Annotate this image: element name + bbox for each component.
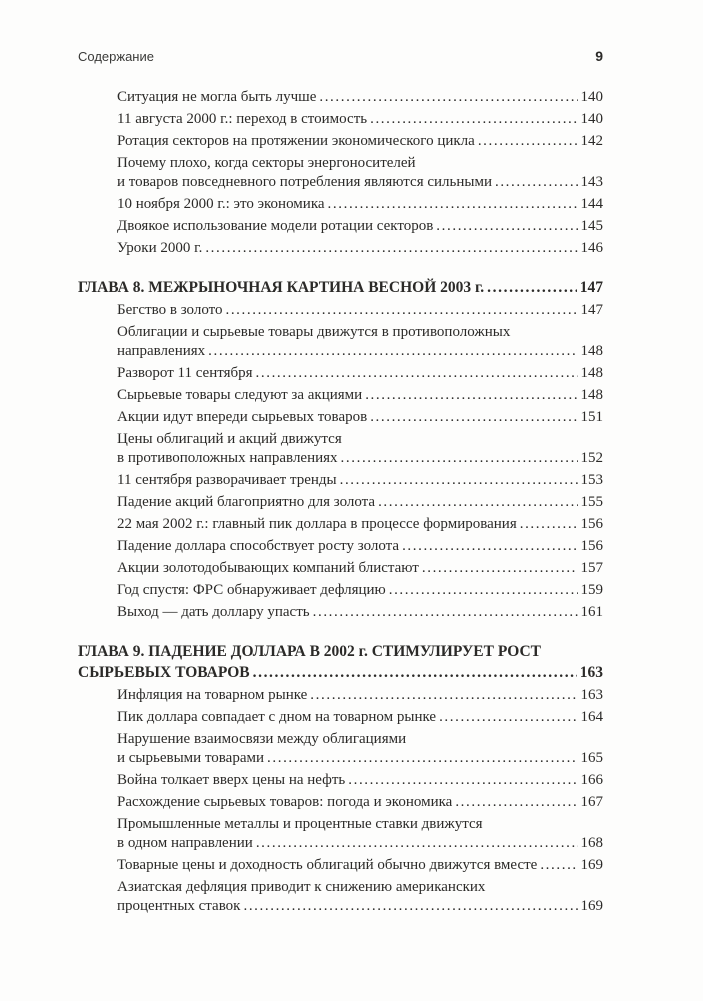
dotted-leader	[341, 449, 578, 468]
toc-entry	[78, 493, 603, 512]
toc-entry	[78, 793, 603, 812]
toc-entry-text: Нарушение взаимосвязи между облигациями	[117, 731, 407, 747]
dotted-leader	[495, 173, 578, 192]
toc-line	[117, 537, 603, 556]
toc-line	[117, 559, 603, 578]
toc-entry-text: Разворот 11 сентября	[117, 365, 253, 381]
dotted-leader	[455, 793, 577, 812]
toc-entry-text: 10 ноября 2000 г.: это экономика	[117, 196, 325, 212]
toc-line	[117, 771, 603, 790]
toc-entry	[78, 110, 603, 129]
toc-line	[117, 878, 603, 897]
dotted-leader	[310, 686, 577, 705]
toc-line	[117, 430, 603, 449]
toc-entry-page-number: 144	[580, 196, 603, 212]
toc-line	[117, 217, 603, 236]
dotted-leader	[348, 771, 577, 790]
dotted-leader	[205, 239, 577, 258]
toc-entry-text: в противоположных направлениях	[117, 450, 338, 466]
toc-entry-page-number: 140	[580, 89, 603, 105]
toc-entry-page-number: 142	[580, 133, 603, 149]
toc-entry	[78, 154, 603, 192]
dotted-leader	[478, 132, 578, 151]
toc-entry	[78, 408, 603, 427]
toc-entry-page-number: 152	[580, 450, 603, 466]
toc-line	[117, 603, 603, 622]
dotted-leader	[389, 581, 578, 600]
toc-entry-text: направлениях	[117, 343, 206, 359]
toc-entry-text: Промышленные металлы и процентные ставки движутся	[117, 816, 483, 832]
toc-entry	[78, 430, 603, 468]
toc-entry	[78, 730, 603, 768]
toc-entry	[78, 301, 603, 320]
running-header	[78, 48, 603, 64]
toc-entry-page-number: 169	[580, 898, 603, 914]
dotted-leader	[520, 515, 578, 534]
toc-entry-text: Ротация секторов на протяжении экономического цикла	[117, 133, 475, 149]
toc-chapter-heading	[78, 641, 603, 683]
toc-entry	[78, 686, 603, 705]
toc-entry	[78, 515, 603, 534]
toc-entry-page-number: 165	[580, 750, 603, 766]
toc-entry	[78, 323, 603, 361]
toc-line	[117, 301, 603, 320]
toc-entry-page-number: 145	[580, 218, 603, 234]
toc-entry-text: 22 мая 2002 г.: главный пик доллара в процессе формирования	[117, 516, 517, 532]
toc-entry-text: Товарные цены и доходность облигаций обычно движутся вместе	[117, 857, 538, 873]
toc-entry	[78, 559, 603, 578]
toc-line	[117, 686, 603, 705]
toc-entry	[78, 364, 603, 383]
toc-entry-text: Облигации и сырьевые товары движутся в противоположных	[117, 324, 511, 340]
toc-entry-text: Акции идут впереди сырьевых товаров	[117, 409, 368, 425]
dotted-leader	[340, 471, 578, 490]
dotted-leader	[319, 88, 577, 107]
toc-line	[117, 195, 603, 214]
toc-entry-text: 11 сентября разворачивает тренды	[117, 472, 337, 488]
toc-entry-page-number: 156	[580, 538, 603, 554]
toc-entry	[78, 708, 603, 727]
toc-entry-text: 11 августа 2000 г.: переход в стоимость	[117, 111, 368, 127]
dotted-leader	[436, 217, 577, 236]
dotted-leader	[370, 408, 577, 427]
toc-entry-text: Год спустя: ФРС обнаруживает дефляцию	[117, 582, 386, 598]
dotted-leader	[402, 537, 577, 556]
toc-entry-page-number: 148	[580, 387, 603, 403]
toc-entry-page-number: 157	[580, 560, 603, 576]
toc-line	[117, 88, 603, 107]
toc-entry-text: ГЛАВА 8. МЕЖРЫНОЧНАЯ КАРТИНА ВЕСНОЙ 2003 г.	[78, 279, 485, 296]
toc-line	[78, 641, 603, 662]
toc-entry	[78, 878, 603, 916]
dotted-leader	[253, 662, 577, 683]
toc-entry	[78, 537, 603, 556]
dotted-leader	[256, 834, 578, 853]
toc-line	[117, 856, 603, 875]
toc-line	[117, 793, 603, 812]
toc-entry	[78, 195, 603, 214]
toc-entry	[78, 471, 603, 490]
toc-entry	[78, 603, 603, 622]
dotted-leader	[243, 897, 577, 916]
toc-line	[117, 408, 603, 427]
toc-line	[117, 364, 603, 383]
toc-entry-page-number: 146	[580, 240, 603, 256]
toc-line	[117, 515, 603, 534]
toc-entry	[78, 581, 603, 600]
toc-entry-page-number: 151	[580, 409, 603, 425]
toc-line	[117, 471, 603, 490]
toc-entry-text: СЫРЬЕВЫХ ТОВАРОВ	[78, 664, 250, 681]
toc-line	[78, 662, 603, 683]
toc-entry-text: Расхождение сырьевых товаров: погода и экономика	[117, 794, 453, 810]
toc-line	[117, 386, 603, 405]
dotted-leader	[439, 708, 577, 727]
dotted-leader	[365, 386, 577, 405]
toc-line	[117, 708, 603, 727]
toc-entry	[78, 386, 603, 405]
dotted-leader	[540, 856, 577, 875]
toc-entry-page-number: 169	[580, 857, 603, 873]
toc-entry	[78, 88, 603, 107]
toc-line	[117, 834, 603, 853]
toc-entry-page-number: 155	[580, 494, 603, 510]
dotted-leader	[422, 559, 578, 578]
toc-entry-text: процентных ставок	[117, 898, 241, 914]
toc-entry-page-number: 147	[579, 279, 603, 296]
toc-entry-text: Падение доллара способствует росту золота	[117, 538, 400, 554]
running-header-page-number: 9	[595, 48, 603, 64]
toc-entry-text: Выход — дать доллару упасть	[117, 604, 310, 620]
toc-line	[117, 154, 603, 173]
toc-entry-page-number: 140	[580, 111, 603, 127]
toc-line	[117, 815, 603, 834]
toc-entry-text: Сырьевые товары следуют за акциями	[117, 387, 363, 403]
toc-entry-page-number: 143	[580, 174, 603, 190]
toc-entry-text: и сырьевыми товарами	[117, 750, 265, 766]
toc-entry-text: Падение акций благоприятно для золота	[117, 494, 376, 510]
dotted-leader	[256, 364, 578, 383]
toc-line	[78, 277, 603, 298]
toc-entry	[78, 239, 603, 258]
toc-entry-text: Бегство в золото	[117, 302, 223, 318]
toc-line	[117, 730, 603, 749]
dotted-leader	[208, 342, 577, 361]
toc-line	[117, 581, 603, 600]
dotted-leader	[370, 110, 577, 129]
toc-entry-text: Пик доллара совпадает с дном на товарном рынке	[117, 709, 437, 725]
toc-line	[117, 897, 603, 916]
toc-entry-page-number: 159	[580, 582, 603, 598]
dotted-leader	[313, 603, 578, 622]
toc-entry-page-number: 163	[580, 687, 603, 703]
toc-entry-page-number: 167	[580, 794, 603, 810]
toc-line	[117, 749, 603, 768]
toc-entry-text: ГЛАВА 9. ПАДЕНИЕ ДОЛЛАРА В 2002 г. СТИМУЛИРУЕТ РОСТ	[78, 643, 542, 660]
toc-entry-text: Цены облигаций и акций движутся	[117, 431, 342, 447]
toc-line	[117, 449, 603, 468]
toc-line	[117, 132, 603, 151]
toc-entry	[78, 217, 603, 236]
toc-entry-page-number: 147	[580, 302, 603, 318]
toc-entry-text: Война толкает вверх цены на нефть	[117, 772, 346, 788]
toc-line	[117, 173, 603, 192]
toc-entry-text: Ситуация не могла быть лучше	[117, 89, 317, 105]
toc-line	[117, 493, 603, 512]
toc-line	[117, 239, 603, 258]
toc-entry-text: в одном направлении	[117, 835, 253, 851]
toc-entry-text: Инфляция на товарном рынке	[117, 687, 308, 703]
toc-entry	[78, 771, 603, 790]
toc-entry-text: и товаров повседневного потребления являются сильными	[117, 174, 492, 190]
toc-entry-text: Азиатская дефляция приводит к снижению американских	[117, 879, 486, 895]
toc-entry-text: Двоякое использование модели ротации секторов	[117, 218, 434, 234]
toc-entry-page-number: 166	[580, 772, 603, 788]
toc-line	[117, 110, 603, 129]
toc-entry-page-number: 168	[580, 835, 603, 851]
toc-line	[117, 342, 603, 361]
toc-entry-page-number: 161	[580, 604, 603, 620]
dotted-leader	[487, 277, 577, 298]
dotted-leader	[225, 301, 577, 320]
toc-entry-text: Уроки 2000 г.	[117, 240, 203, 256]
dotted-leader	[328, 195, 578, 214]
toc-entry-page-number: 156	[580, 516, 603, 532]
toc-entry-page-number: 163	[579, 664, 603, 681]
dotted-leader	[267, 749, 577, 768]
toc-entry	[78, 132, 603, 151]
table-of-contents	[78, 88, 603, 916]
toc-chapter-heading	[78, 277, 603, 298]
toc-entry	[78, 856, 603, 875]
dotted-leader	[378, 493, 577, 512]
toc-entry-page-number: 148	[580, 365, 603, 381]
toc-entry	[78, 815, 603, 853]
toc-entry-page-number: 148	[580, 343, 603, 359]
toc-entry-page-number: 153	[580, 472, 603, 488]
toc-entry-text: Акции золотодобывающих компаний блистают	[117, 560, 419, 576]
toc-entry-page-number: 164	[580, 709, 603, 725]
toc-entry-text: Почему плохо, когда секторы энергоносителей	[117, 155, 416, 171]
running-header-title: Содержание	[78, 49, 154, 64]
toc-line	[117, 323, 603, 342]
